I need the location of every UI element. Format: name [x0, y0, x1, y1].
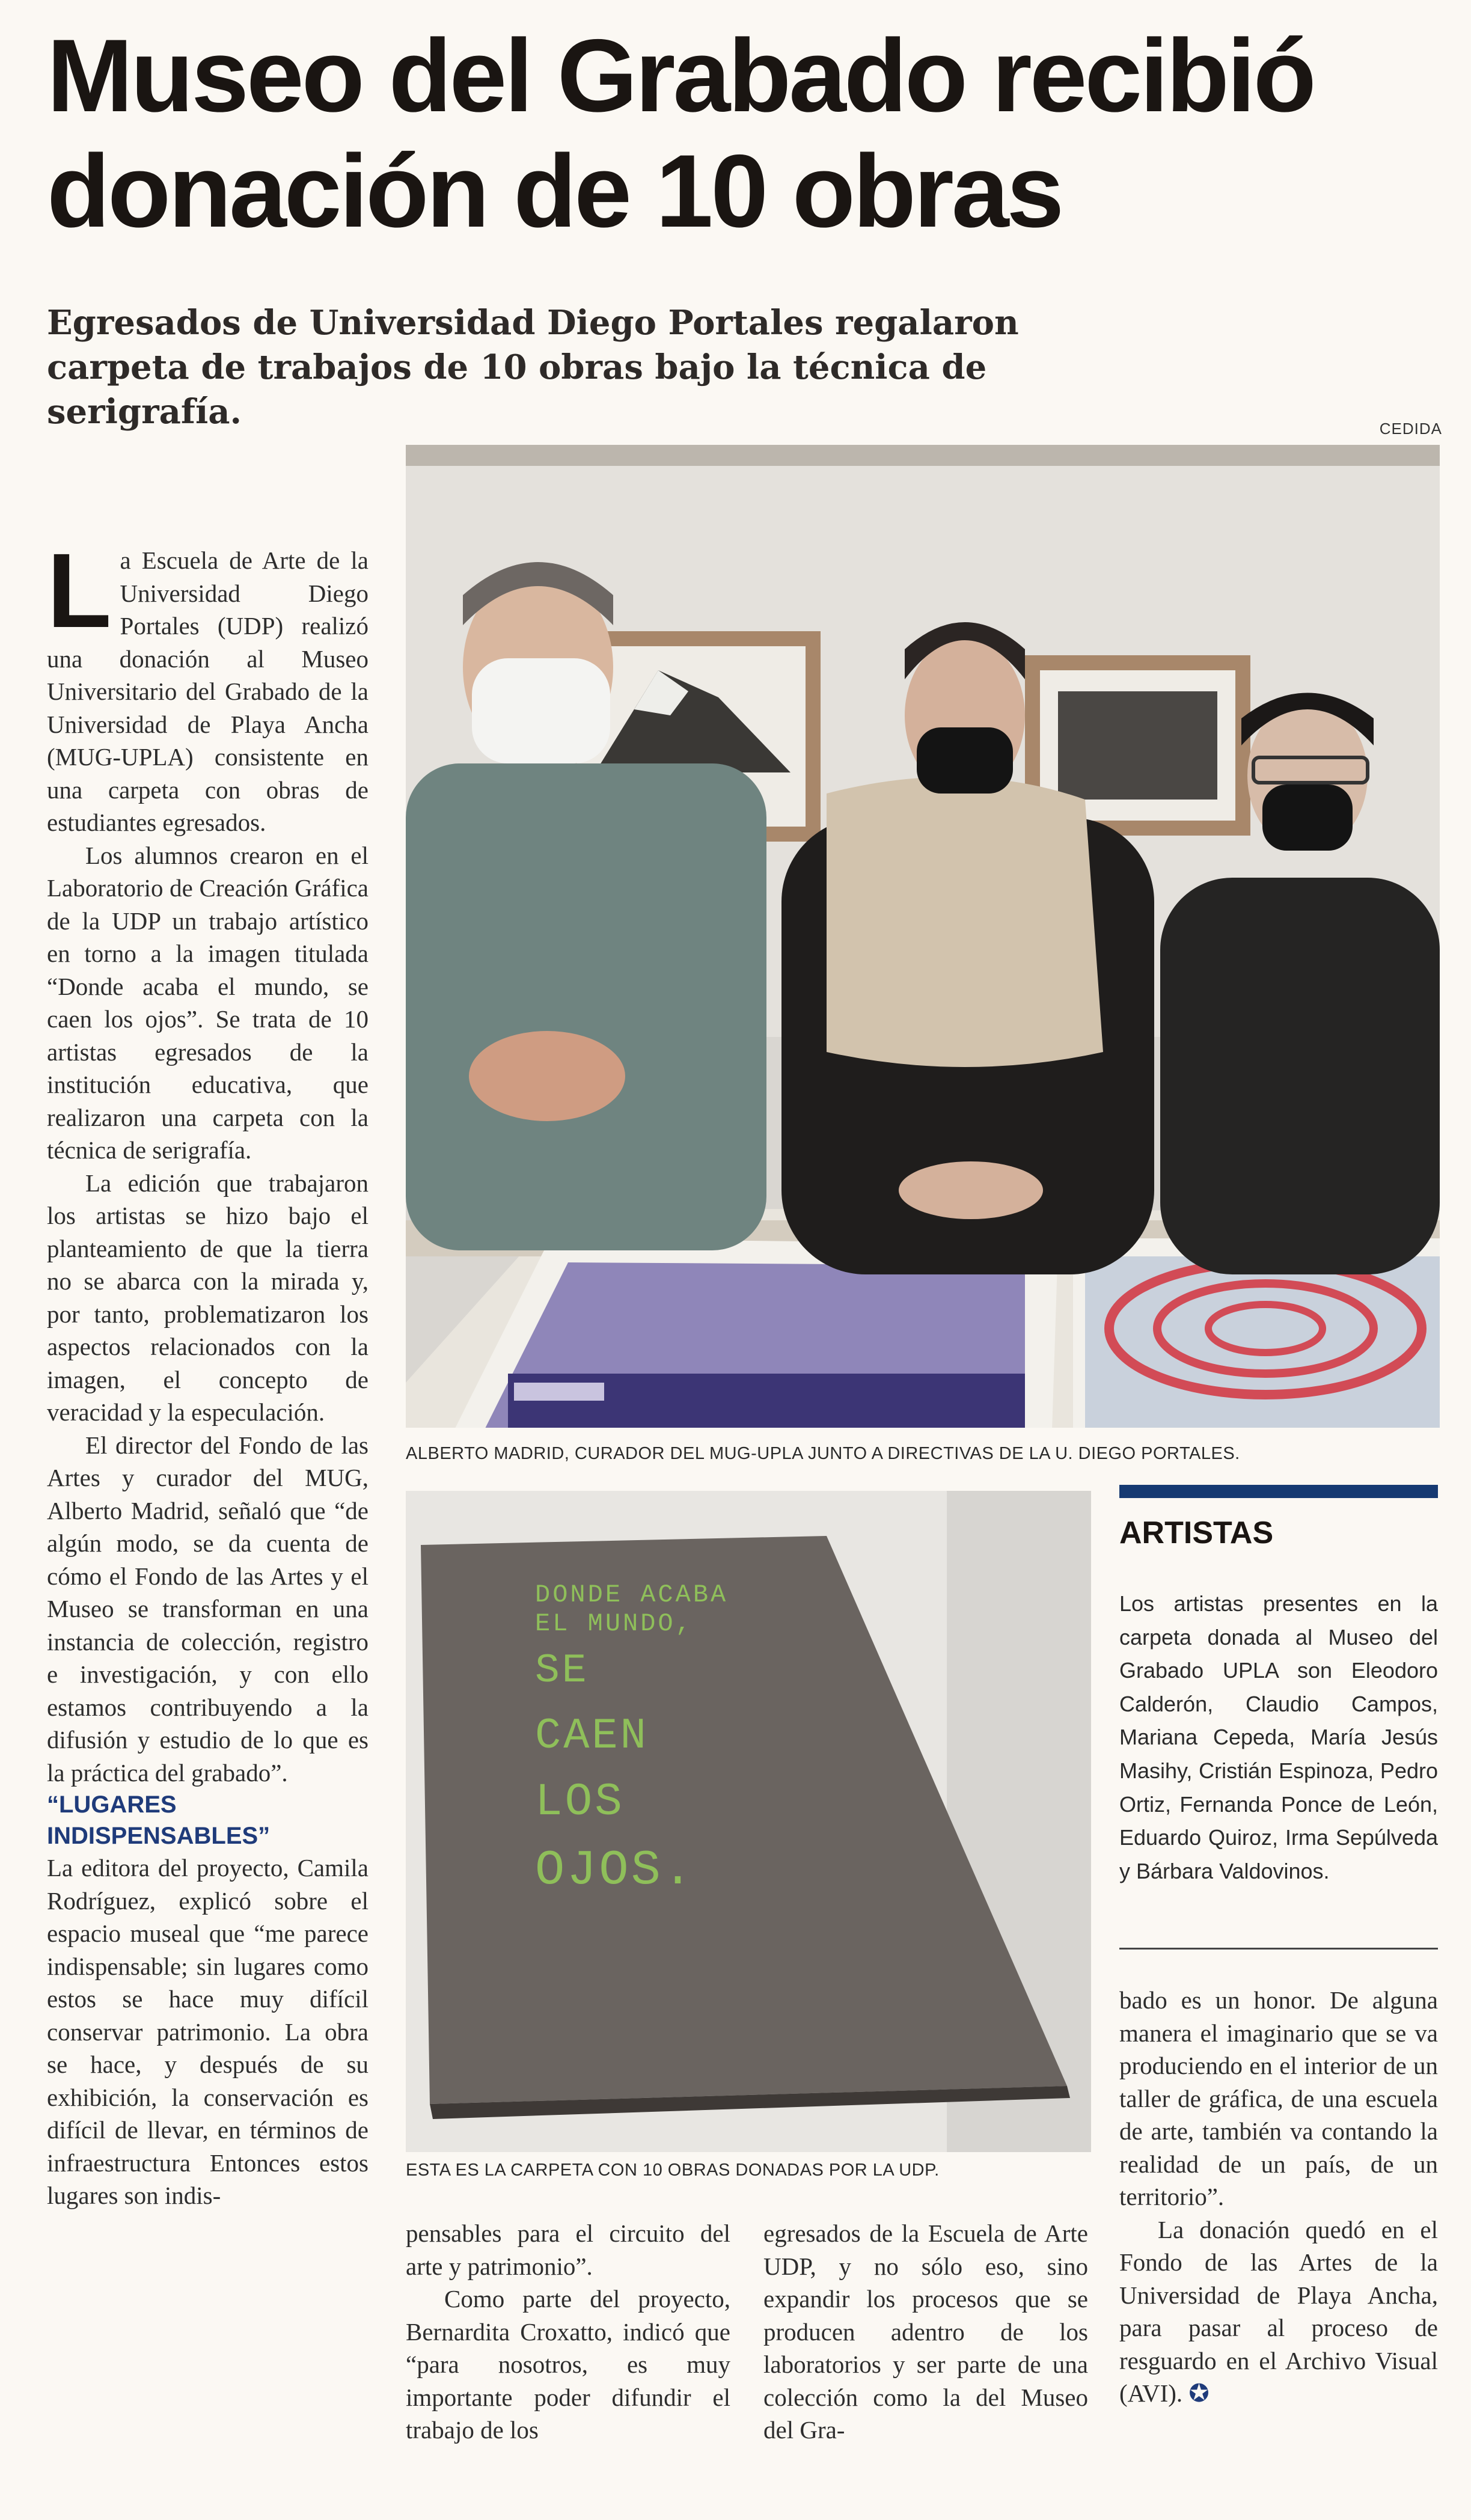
end-mark-icon: ✪ — [1188, 2379, 1210, 2407]
body-paragraph-9: bado es un honor. De alguna manera el imaginario que se va produciendo en el interior de un taller de gráfica, de una escuela de arte, también va contando la realidad de un país, de un territorio”. — [1119, 1986, 1438, 2210]
drop-cap: L — [47, 532, 112, 650]
body-paragraph-3: La edición que trabajaron los artistas se hizo bajo el planteamiento de que la tierra no se abarca con la mirada y, por tanto, problematizaron los aspectos relacionados con la imagen, el concepto de veracidad y la especulación. — [47, 1169, 369, 1426]
headline: Museo del Grabado recibió donación de 10 obras — [47, 18, 1314, 249]
body-paragraph-4: El director del Fondo de las Artes y curador del MUG, Alberto Madrid, señaló que “de algún modo, se da cuenta de cómo el Fondo de las Artes y el Museo se transforman en una instancia de colección, registro e investigación, y con ello estamos contribuyendo a la difusión y estudio de lo que es la práctica del grabado”. — [47, 1431, 369, 1787]
body-paragraph-8: egresados de la Escuela de Arte UDP, y no sólo eso, sino expandir los procesos que se producen adentro de los laboratorios y ser parte de una colección como la del Museo del Gra- — [763, 2219, 1088, 2444]
folder-title — [535, 1581, 896, 1906]
folder-title-line: CAEN — [535, 1711, 649, 1761]
deck: Egresados de Universidad Diego Portales regalaron carpeta de trabajos de 10 obras bajo la técnica de serigrafía. — [47, 303, 1019, 432]
main-photo-illustration — [406, 445, 1440, 1428]
sidebar-text: Los artistas presentes en la carpeta donada al Museo del Grabado UPLA son Eleodoro Calderón, Claudio Campos, Mariana Cepeda, María Jesús Masihy, Cristián Espinoza, Pedro Ortiz, Fernanda Ponce de León, Eduardo Quiroz, Irma Sepúlveda y Bárbara Valdovinos. — [1119, 1591, 1438, 1883]
folder-photo — [406, 1491, 1091, 2152]
photo-credit: CEDIDA — [1379, 420, 1442, 438]
body-paragraph-10 — [1119, 2213, 1438, 2410]
body-paragraph-6: pensables para el circuito del arte y patrimonio”. — [406, 2219, 730, 2280]
body-paragraph-2: Los alumnos crearon en el Laboratorio de Creación Gráfica de la UDP un trabajo artístico en torno a la imagen titulada “Donde acaba el mundo, se caen los ojos”. Se trata de 10 artistas egresados de la institución educativa, que realizaron una carpeta con la técnica de serigrafía. — [47, 841, 369, 1164]
caption-1: ALBERTO MADRID, CURADOR DEL MUG-UPLA JUNTO A DIRECTIVAS DE LA U. DIEGO PORTALES. — [406, 1444, 1240, 1463]
folder-title-line: OJOS. — [535, 1843, 696, 1898]
sidebar-accent-bar — [1119, 1485, 1438, 1498]
body-paragraph-7: Como parte del proyecto, Bernardita Croxatto, indicó que “para nosotros, es muy importante poder difundir el trabajo de los — [406, 2285, 730, 2444]
body-column-3 — [763, 2217, 1088, 2447]
body-paragraph-10-text: La donación quedó en el Fondo de las Artes de la Universidad de Playa Ancha, para pasar al proceso de resguardo en el Archivo Visual (AVI). — [1119, 2215, 1438, 2407]
body-column-1 — [47, 532, 369, 2212]
body-column-2 — [406, 2217, 730, 2447]
folder-title-line: SE — [535, 1648, 589, 1694]
sidebar-title: ARTISTAS — [1119, 1515, 1274, 1550]
folder-title-line: DONDE ACABA — [535, 1580, 729, 1609]
body-column-4 — [1119, 1984, 1438, 2410]
body-paragraph-5: La editora del proyecto, Camila Rodríguez, explicó sobre el espacio museal que “me parece indispensable; sin lugares como estos se hace muy difícil conservar patrimonio. La obra se hace, y después de su exhibición, la conservación es difícil de llevar, en términos de infraestructura Entonces estos lugares son indis- — [47, 1854, 369, 2209]
body-paragraph-1: a Escuela de Arte de la Universidad Diego Portales (UDP) realizó una donación al Museo Universitario del Grabado de la Universidad de Playa Ancha (MUG-UPLA) consistente en una carpeta con obras de estudiantes egresados. — [47, 546, 369, 836]
sidebar-divider — [1119, 1948, 1438, 1950]
subhead: “LUGARES INDISPENSABLES” — [47, 1791, 271, 1849]
caption-2: ESTA ES LA CARPETA CON 10 OBRAS DONADAS POR LA UDP. — [406, 2161, 940, 2180]
main-photo — [406, 445, 1440, 1428]
folder-title-line: LOS — [535, 1776, 625, 1828]
folder-title-line: EL MUNDO, — [535, 1609, 693, 1638]
